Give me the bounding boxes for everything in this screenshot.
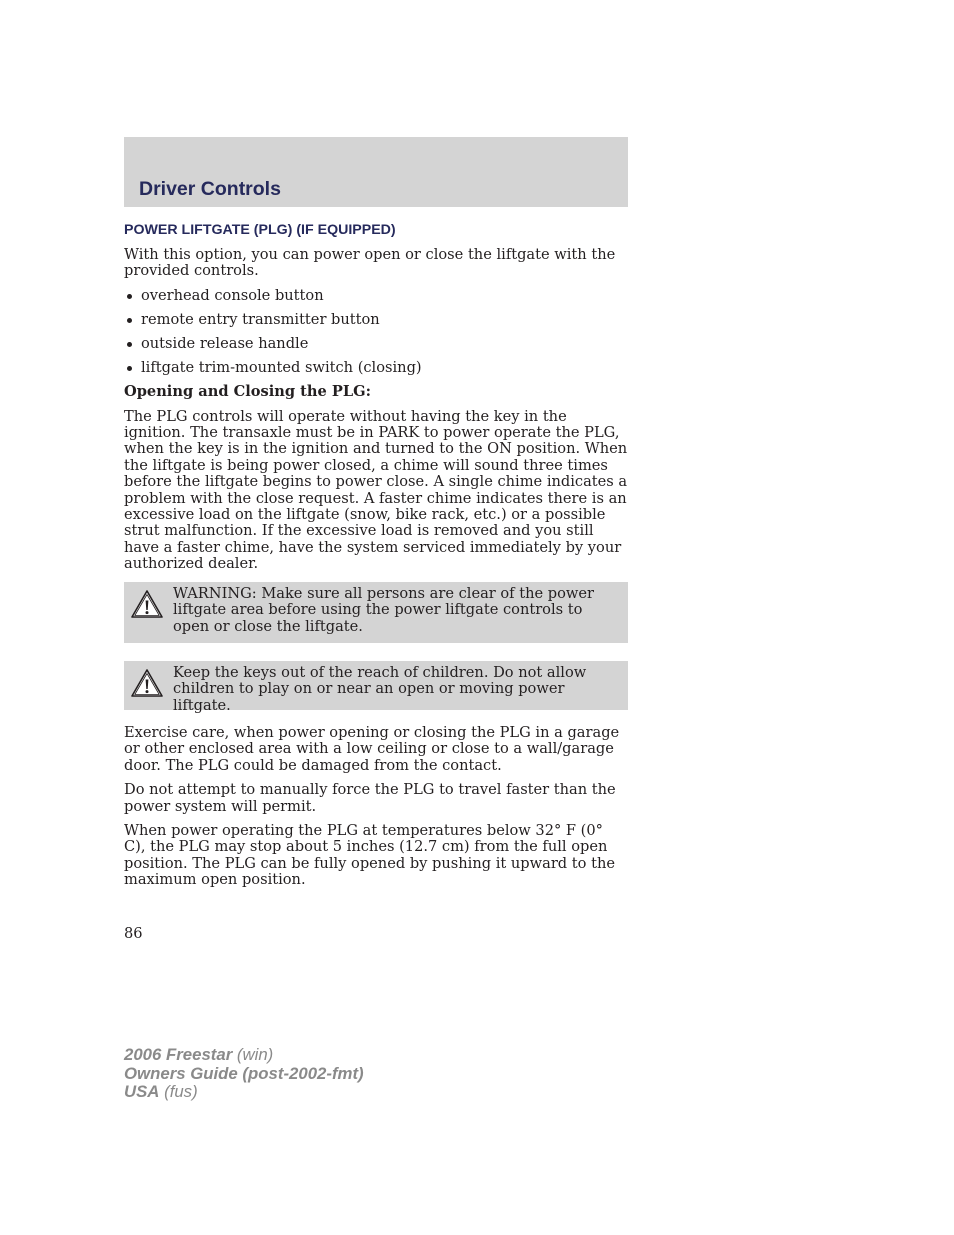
page-number: 86 [124,925,143,942]
body-paragraph: Exercise care, when power opening or closing the PLG in a garage or other enclosed area with a low ceiling or close to a wall/garage door. The PLG could be damaged from the contact. [124,723,620,774]
warning-triangle-icon [130,589,164,619]
bullet-icon [127,318,132,323]
warning-text: Keep the keys out of the reach of children. Do not allow children to play on or near an open or moving power liftgate. [173,663,587,714]
body-paragraph: When power operating the PLG at temperatures below 32° F (0° C), the PLG may stop about 5 inches (12.7 cm) from the full open position. The PLG can be fully opened by pushing it upward to the maximum open position. [124,821,615,889]
footer-model: 2006 Freestar [124,1045,233,1064]
body-paragraph: Do not attempt to manually force the PLG to travel faster than the power system will permit. [124,781,616,815]
list-item [124,360,628,376]
bullet-icon [127,294,132,299]
footer-guide: Owners Guide (post-2002-fmt) [124,1063,364,1083]
list-item [124,312,628,328]
warning-text: WARNING: Make sure all persons are clear of the power liftgate area before using the power liftgate controls to open or close the liftgate. [173,584,594,635]
list-item-text: outside release handle [141,334,309,352]
main-content [124,221,628,897]
footer-line [124,1046,364,1065]
warning-box [124,582,628,643]
page-header-title: Driver Controls [139,178,281,200]
footer-model-code: (win) [232,1045,274,1064]
warning-box [124,661,628,714]
footer-market-code: (fus) [159,1082,198,1101]
body-paragraph: The PLG controls will operate without having the key in the ignition. The transaxle must be in PARK to power operate the PLG, when the key is in the ignition and turned to the ON position. When the liftgate is being power closed, a chime will sound three times before the liftgate begins to power close. A single chime indicates a problem with the close request. A faster chime indicates there is an excessive load on the liftgate (snow, bike rack, etc.) or a possible strut malfunction. If the excessive load is removed and you still have a faster chime, have the system serviced immediately by your authorized dealer. [124,407,628,573]
section-heading: POWER LIFTGATE (PLG) (IF EQUIPPED) [124,222,396,238]
document-footer [124,1046,364,1102]
header-band [124,137,628,207]
warning-triangle-icon [130,668,164,698]
bullet-icon [127,342,132,347]
intro-paragraph: With this option, you can power open or close the liftgate with the provided controls. [124,246,616,280]
controls-list [124,288,628,376]
footer-market: USA [124,1082,160,1101]
bullet-icon [127,366,132,371]
list-item [124,336,628,352]
list-item [124,288,628,304]
list-item-text: remote entry transmitter button [141,310,380,328]
footer-line [124,1065,364,1084]
footer-line [124,1083,364,1102]
list-item-text: overhead console button [141,286,324,304]
subheading: Opening and Closing the PLG: [124,383,371,401]
list-item-text: liftgate trim-mounted switch (closing) [141,358,422,376]
